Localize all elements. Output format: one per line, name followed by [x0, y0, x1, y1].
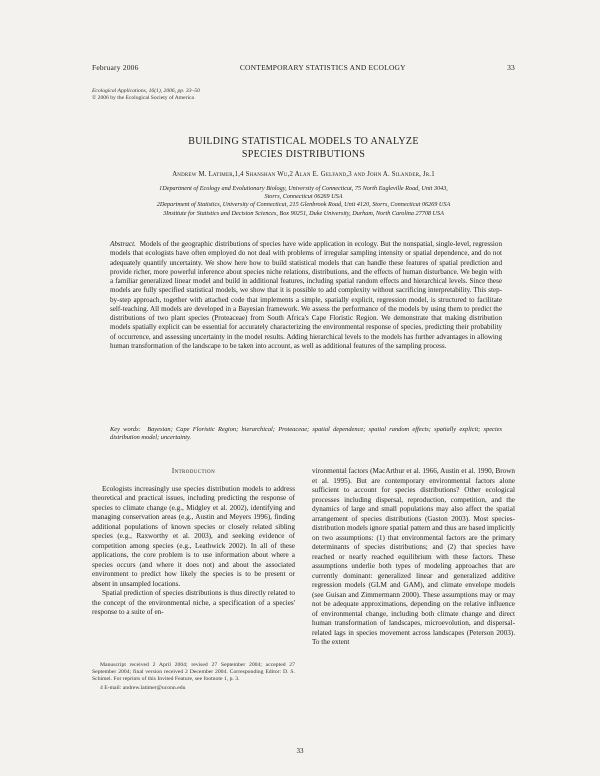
running-header [92, 63, 515, 72]
citation-line: Ecological Applications, 16(1), 2006, pp. 33–50 [92, 88, 200, 94]
title-line-2: SPECIES DISTRIBUTIONS [241, 149, 366, 160]
header-date: February 2006 [92, 63, 139, 72]
abstract [110, 240, 502, 351]
keywords-label: Key words: [110, 426, 141, 433]
footnotes [92, 662, 295, 693]
right-column [312, 467, 515, 648]
footnote-email: 4 E-mail: andrew.latimer@uconn.edu [100, 684, 186, 691]
affiliations [92, 185, 515, 218]
footnote-manuscript: Manuscript received 2 April 2004; revised 27 September 2004; accepted 27 September 2004; final version received 2 December 2004. Corresponding Editor: D. S. Schimel. For reprints of this Invited Feature, see footnote 1, p. 3. [92, 662, 295, 683]
article-title [92, 135, 515, 161]
affiliation-3: 3Institute for Statistics and Decision Sciences, Box 90251, Duke University, Durham, North Carolina 27708 USA [163, 209, 444, 217]
keywords [110, 426, 502, 443]
header-journal: CONTEMPORARY STATISTICS AND ECOLOGY [239, 63, 406, 72]
left-column [92, 467, 295, 618]
abstract-label: Abstract. [110, 240, 136, 248]
intro-paragraph-continued: vironmental factors (MacArthur et al. 1966, Austin et al. 1990, Brown et al. 1995). But are contemporary environmental factors alone sufficient to account for species distributions? Other ecological processes including dispersal, reproduction, competition, and the dynamics of large and small populations may also affect the spatial arrangement of species distributions (Gaston 2003). Most species-distribution models ignore spatial pattern and thus are based implicitly on two assumptions: (1) that environmental factors are the primary determinants of species distributions; and (2) that species have reached or nearly reached equilibrium with these factors. These assumptions underlie both types of modeling approaches that are currently dominant: generalized linear and generalized additive regression models (GLM and GAM), and climate envelope models (see Guisan and Zimmermann 2000). These assumptions may or may not be adequate approximations, depending on the relative influence of environmental change, including both climate change and direct human transformation of landscapes, microevolution, and dispersal-related lags in species movement across landscapes (Peterson 2003). To the extent [312, 467, 515, 646]
copyright-line: © 2006 by the Ecological Society of America [92, 95, 194, 101]
keywords-text: Bayesian; Cape Floristic Region; hierarchical; Proteaceae; spatial dependence; spatial random effects; spatially explicit; species distribution model; uncertainty. [110, 426, 502, 442]
affiliation-1-cont: Storrs, Connecticut 06269 USA [264, 193, 343, 201]
affiliation-1: 1Department of Ecology and Evolutionary Biology, University of Connecticut, 75 North Eagleville Road, Unit 3043, [159, 185, 448, 192]
author-list: Andrew M. Latimer,1,4 Shanshan Wu,2 Alan E. Gelfand,3 and John A. Silander, Jr.1 [172, 171, 435, 178]
affiliation-2: 2Department of Statistics, University of Connecticut, 215 Glenbrook Road, Unit 4120, Storrs, Connecticut 06269 USA [156, 201, 451, 209]
citation-block [92, 88, 200, 102]
intro-paragraph-1: Ecologists increasingly use species distribution models to address theoretical and practical issues, including predicting the response of species to climate change (e.g., Midgley et al. 2002), identifying and managing conservation areas (e.g., Austin and Meyers 1996), finding additional populations of known species or closely related sibling species (e.g., Raxworthy et al. 2003), and seeking evidence of competition among species (e.g., Leathwick 2002). In all of these applications, the core problem is to use information about where a species occurs (and where it does not) and about the associated environment to predict how likely the species is to be present or absent in unsampled locations. [92, 484, 295, 588]
page-number: 33 [296, 747, 304, 755]
abstract-text: Models of the geographic distributions of species have wide application in ecology. But the nonspatial, single-level, regression models that ecologists have often employed do not deal with problems of irregular sampling intensity or spatial dependence, and do not adequately quantify uncertainty. We show here how to build statistical models that can handle these features of spatial prediction and provide richer, more powerful inference about species niche relations, distributions, and the effects of human disturbance. We begin with a familiar generalized linear model and build in additional features, including spatial random effects and hierarchical levels. Since these models are fully specified statistical models, we show that it is possible to add complexity without sacrificing interpretability. This step-by-step approach, together with attached code that implements a simple, spatially explicit, regression model, is structured to facilitate self-teaching. All models are developed in a Bayesian framework. We assess the performance of the models by using them to predict the distributions of two plant species (Proteaceae) from South Africa's Cape Floristic Region. We demonstrate that making distribution models spatially explicit can be essential for accurately characterizing the environmental response of species, predicting their probability of occurrence, and assessing uncertainty in the model results. Adding hierarchical levels to the models has further advantages in allowing human transformation of the landscape to be taken into account, as well as additional features of the sampling process. [110, 240, 502, 350]
section-heading-introduction: Introduction [171, 468, 216, 475]
intro-paragraph-2: Spatial prediction of species distributions is thus directly related to the concept of the environmental niche, a specification of a species' response to a suite of en- [92, 589, 295, 616]
title-line-1: BUILDING STATISTICAL MODELS TO ANALYZE [188, 136, 419, 147]
header-page: 33 [507, 63, 515, 72]
